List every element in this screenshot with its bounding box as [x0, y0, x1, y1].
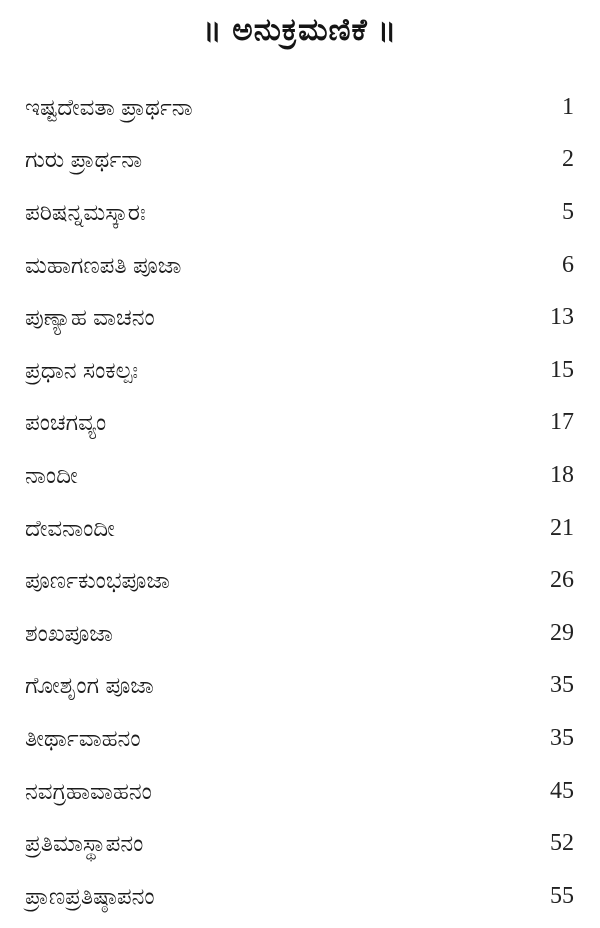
toc-row — [25, 344, 574, 397]
toc-entry-page-number: 2 — [562, 146, 574, 173]
toc-entry-page-number: 55 — [550, 882, 574, 909]
toc-entry-page-number: 52 — [550, 830, 574, 857]
toc-entry-page-number: 18 — [550, 461, 574, 488]
toc-entry-label: ದೇವನಾಂದೀ — [25, 514, 115, 541]
toc-row — [25, 660, 574, 713]
toc-row — [25, 502, 574, 555]
toc-entry-page-number: 13 — [550, 304, 574, 331]
toc-entry-page-number: 17 — [550, 409, 574, 436]
toc-row — [25, 870, 574, 923]
toc-row — [25, 239, 574, 292]
toc-entry-label: ಗುರು ಪ್ರಾರ್ಥನಾ — [25, 146, 143, 173]
toc-entry-label: ನಾಂದೀ — [25, 461, 78, 488]
toc-entry-page-number: 5 — [562, 198, 574, 225]
toc-entry-label: ಪರಿಷನ್ನಮಸ್ಕಾರಃ — [25, 198, 146, 225]
toc-entry-page-number: 15 — [550, 356, 574, 383]
toc-entry-page-number: 45 — [550, 777, 574, 804]
toc-entry-label: ತೀರ್ಥಾವಾಹನಂ — [25, 724, 141, 751]
toc-row — [25, 607, 574, 660]
toc-entry-label: ಪೂರ್ಣಕುಂಭಪೂಜಾ — [25, 567, 170, 594]
toc-row — [25, 291, 574, 344]
toc-entry-page-number: 29 — [550, 619, 574, 646]
toc-entry-label: ಮಹಾಗಣಪತಿ ಪೂಜಾ — [25, 251, 182, 278]
toc-entry-label: ಪ್ರಧಾನ ಸಂಕಲ್ಪಃ — [25, 356, 139, 383]
toc-entry-page-number: 35 — [550, 672, 574, 699]
toc-row — [25, 397, 574, 450]
toc-row — [25, 449, 574, 502]
toc-row — [25, 817, 574, 870]
toc-row — [25, 712, 574, 765]
toc-entry-page-number: 26 — [550, 567, 574, 594]
toc-entry-label: ಗೋಶೃಂಗ ಪೂಜಾ — [25, 672, 154, 699]
toc-row — [25, 554, 574, 607]
toc-entry-label: ಪುಣ್ಯಾಹ ವಾಚನಂ — [25, 304, 155, 331]
toc-entry-page-number: 1 — [562, 93, 574, 120]
toc-entry-label: ಪ್ರತಿಮಾಸ್ಥಾಪನಂ — [25, 830, 144, 857]
toc-entry-label: ಇಷ್ಟದೇವತಾ ಪ್ರಾರ್ಥನಾ — [25, 93, 193, 120]
toc-list — [25, 81, 574, 923]
page-title: ॥ ಅನುಕ್ರಮಣಿಕೆ ॥ — [202, 12, 398, 47]
toc-entry-page-number: 35 — [550, 724, 574, 751]
toc-row — [25, 765, 574, 818]
toc-row — [25, 186, 574, 239]
toc-row — [25, 81, 574, 134]
toc-entry-page-number: 21 — [550, 514, 574, 541]
toc-entry-label: ಶಂಖಪೂಜಾ — [25, 619, 113, 646]
toc-entry-label: ಪ್ರಾಣಪ್ರತಿಷ್ಠಾಪನಂ — [25, 882, 155, 909]
toc-row — [25, 134, 574, 187]
toc-entry-label: ನವಗ್ರಹಾವಾಹನಂ — [25, 777, 152, 804]
toc-entry-page-number: 6 — [562, 251, 574, 278]
toc-entry-label: ಪಂಚಗವ್ಯಂ — [25, 409, 107, 436]
